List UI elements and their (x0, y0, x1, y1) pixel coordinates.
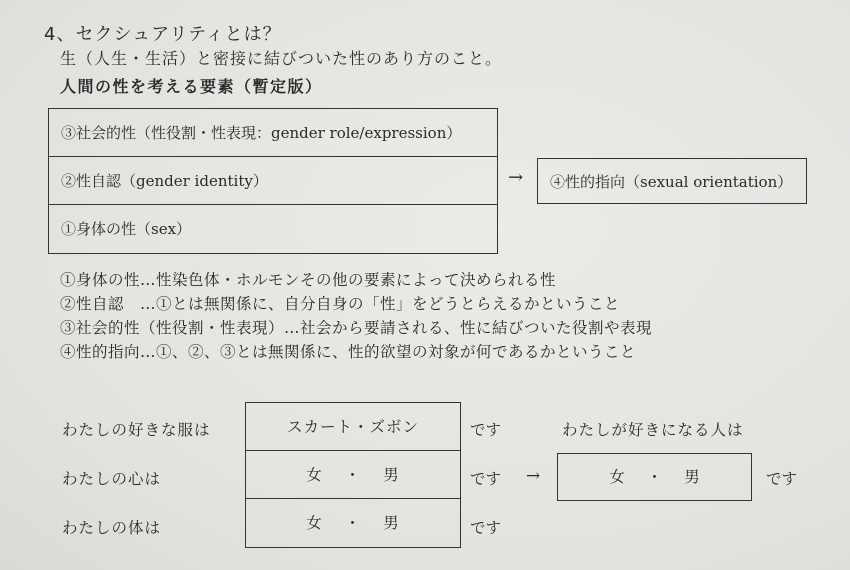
choice-option[interactable]: 女 (609, 468, 625, 486)
definition-item: ①身体の性…性染色体・ホルモンその他の要素によって決められる性 (60, 271, 557, 289)
right-arrow-icon: → (508, 167, 524, 188)
choice-option[interactable]: スカート (286, 418, 353, 436)
mind-choice-cell[interactable] (246, 451, 460, 499)
choice-separator: ・ (646, 468, 663, 486)
worksheet-label-lover: わたしが好きになる人は (562, 421, 744, 439)
sexuality-elements-stack (48, 108, 498, 254)
sexual-orientation-box: ④性的指向（sexual orientation） (537, 158, 807, 204)
suffix-desu: です (766, 470, 798, 488)
definition-item: ③社会的性（性役割・性表現）…社会から要請される、性に結びついた役割や表現 (60, 319, 653, 337)
worksheet-label-body: わたしの体は (62, 519, 162, 537)
suffix-desu: です (470, 421, 502, 439)
biological-sex-row: ①身体の性（sex） (61, 220, 192, 238)
definition-item: ②性自認 …①とは無関係に、自分自身の「性」をどうとらえるかということ (60, 295, 621, 313)
choice-separator: ・ (344, 514, 362, 532)
worksheet-label-clothes: わたしの好きな服は (62, 421, 211, 439)
choice-separator: ・ (344, 466, 362, 484)
body-choice-cell[interactable] (246, 499, 460, 547)
choice-option[interactable]: 男 (684, 468, 700, 486)
choice-separator: ・ (352, 418, 370, 436)
choice-option[interactable]: 男 (383, 514, 400, 532)
definitions-list (60, 268, 652, 364)
section-subtitle: 生（人生・生活）と密接に結びついた性のあり方のこと。 (60, 49, 503, 68)
clothes-choice-cell[interactable] (246, 403, 460, 451)
elements-title: 人間の性を考える要素（暫定版） (60, 77, 323, 96)
suffix-desu: です (470, 519, 502, 537)
worksheet-label-mind: わたしの心は (62, 470, 162, 488)
right-arrow-icon: → (526, 466, 541, 486)
gender-identity-row: ②性自認（gender identity） (49, 157, 497, 205)
lover-choice-box[interactable] (557, 453, 752, 501)
social-gender-row: ③社会的性（性役割・性表現：gender role/expression） (49, 109, 497, 157)
suffix-desu: です (470, 470, 502, 488)
worksheet-choice-grid (245, 402, 461, 548)
section-heading: 4、セクシュアリティとは？ (44, 24, 282, 45)
definition-item: ④性的指向…①、②、③とは無関係に、性的欲望の対象が何であるかということ (60, 343, 637, 361)
choice-option[interactable]: ズボン (369, 418, 420, 436)
choice-option[interactable]: 女 (306, 466, 323, 484)
choice-option[interactable]: 男 (383, 466, 400, 484)
choice-option[interactable]: 女 (306, 514, 323, 532)
